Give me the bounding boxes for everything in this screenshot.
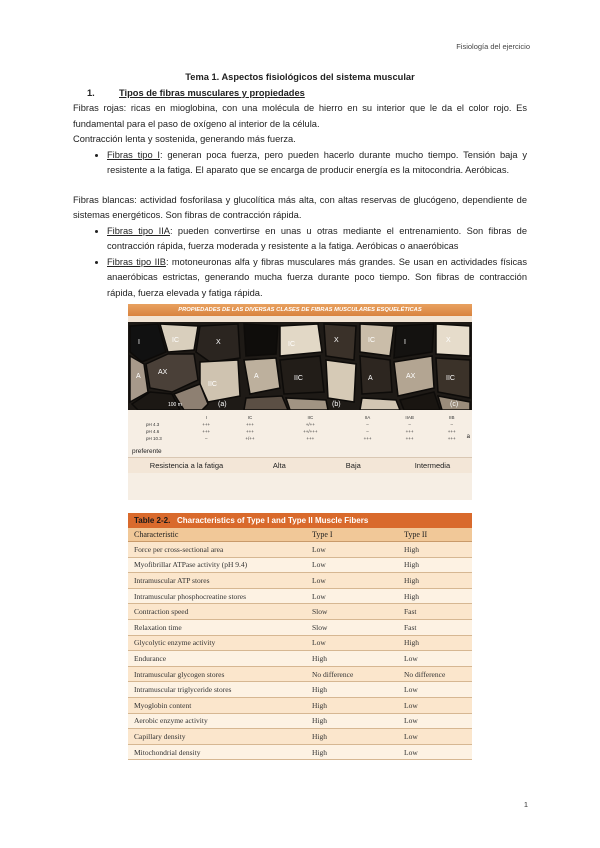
fiber-characteristics-table: [128, 513, 472, 760]
white-fibers-intro: Fibras blancas: actividad fosforilasa y glucolítica más alta, con altas reservas de glucógeno, dependiente de sistemas energéticos. Son fibras de contracción rápida.: [73, 194, 527, 220]
preferente-label: preferente: [132, 448, 162, 455]
table-row: [128, 604, 472, 620]
column-header: Type I: [306, 528, 398, 542]
table-cell: Fast: [398, 619, 472, 635]
table-cell: Myofibrillar ATPase activity (pH 9.4): [128, 557, 306, 573]
staining-table: [128, 414, 472, 442]
table-cell: High: [398, 573, 472, 589]
column-header: Type II: [398, 528, 472, 542]
list-item-type2a: [107, 224, 527, 255]
white-fibers-list: [73, 224, 527, 302]
table-cell: Low: [306, 573, 398, 589]
table-row: [128, 619, 472, 635]
table-row: [128, 573, 472, 589]
fatigue-value: Baja: [345, 461, 361, 470]
table-row: [128, 651, 472, 667]
table-cell: Force per cross-sectional area: [128, 542, 306, 558]
table-cell: Low: [306, 542, 398, 558]
table-cell: Relaxation time: [128, 619, 306, 635]
table-row: [128, 729, 472, 745]
micro-label: AX: [158, 369, 168, 376]
table-cell: Intramuscular phosphocreatine stores: [128, 588, 306, 604]
micro-label: IIC: [208, 381, 217, 388]
section-heading: [73, 86, 527, 102]
table-row: [128, 682, 472, 698]
figure-title: PROPIEDADES DE LAS DIVERSAS CLASES DE FIBRAS MUSCULARES ESQUELÉTICAS: [128, 304, 472, 316]
table-cell: Contraction speed: [128, 604, 306, 620]
table-cell: Low: [398, 682, 472, 698]
micro-label: X: [446, 337, 451, 344]
table-cell: Capillary density: [128, 729, 306, 745]
table-cell: High: [398, 635, 472, 651]
micro-label: IC: [368, 337, 375, 344]
micro-label: I: [138, 339, 140, 346]
table-cell: High: [306, 713, 398, 729]
mini-header: IIC: [307, 415, 314, 420]
table-cell: High: [398, 557, 472, 573]
micro-label: IC: [172, 337, 179, 344]
table-cell: High: [398, 588, 472, 604]
page-number: 1: [523, 800, 528, 809]
table-row: [128, 713, 472, 729]
micro-label: IIC: [294, 375, 303, 382]
table-label: Table 2-2.: [134, 516, 171, 525]
table-row: [128, 635, 472, 651]
micro-label: X: [216, 339, 221, 346]
mini-header: IC: [247, 415, 253, 420]
panel-label: (a): [218, 401, 227, 408]
table-cell: Slow: [306, 604, 398, 620]
type2b-text: : motoneuronas alfa y fibras musculares más grandes. Se usan en actividades físicas anaeróbicas estrictas, generando mucha fuerza durante poco tiempo. Son fibras de contracción rápida, fuerza elevada y fatiga rápida.: [107, 256, 527, 298]
table-cell: No difference: [306, 666, 398, 682]
type2a-text: : pueden convertirse en unas u otras mediante el entrenamiento. Son fibras de contracción rápida, fuerza moderada y resistente a la fatiga. Aeróbicas o anaeróbicas: [107, 225, 528, 251]
micro-label: IC: [288, 341, 295, 348]
fatigue-resistance-row: [128, 457, 472, 473]
table-cell: Low: [306, 557, 398, 573]
table-caption-row: [128, 513, 472, 528]
table-cell: Endurance: [128, 651, 306, 667]
table-cell: Glycolytic enzyme activity: [128, 635, 306, 651]
table-cell: Low: [398, 713, 472, 729]
micro-label: I: [404, 339, 406, 346]
mini-row: pH 10.3 – +/++ +++ +++ +++ +++: [146, 436, 456, 441]
table-cell: High: [398, 542, 472, 558]
red-fibers-intro: Fibras rojas: ricas en mioglobina, con una molécula de hierro en su interior que le da el color rojo. Es fundamental para el paso de oxígeno al interior de la célula.: [73, 103, 527, 129]
table-cell: Intramuscular ATP stores: [128, 573, 306, 589]
page-title: Tema 1. Aspectos fisiológicos del sistema muscular: [185, 72, 415, 82]
mini-header: IIB: [448, 415, 455, 420]
table-cell: Aerobic enzyme activity: [128, 713, 306, 729]
mini-header: IIAB: [405, 415, 414, 420]
micro-label: A: [136, 373, 141, 380]
table-cell: Slow: [306, 619, 398, 635]
table-cell: Low: [398, 651, 472, 667]
panel-label: (b): [332, 401, 341, 408]
table-title: Characteristics of Type I and Type II Muscle Fibers: [176, 516, 369, 525]
red-fibers-list: [73, 148, 527, 179]
mini-header: I: [205, 415, 207, 420]
table-cell: High: [306, 651, 398, 667]
table-cell: High: [306, 729, 398, 745]
mini-row: pH 4.6 +++ +++ ++/+++ – +++ +++: [146, 429, 456, 434]
type2a-label: Fibras tipo IIA: [107, 225, 170, 236]
column-header: Characteristic: [128, 528, 306, 542]
type1-label: Fibras tipo I: [107, 149, 160, 160]
table-row: [128, 666, 472, 682]
table-row: [128, 744, 472, 760]
micro-label: A: [254, 373, 259, 380]
list-item-type1: [107, 148, 527, 179]
document-body: [73, 70, 527, 301]
table-row: [128, 588, 472, 604]
table-cell: Low: [398, 744, 472, 760]
table-row: [128, 697, 472, 713]
fatigue-value: Alta: [272, 461, 286, 470]
micro-label: X: [334, 337, 339, 344]
table-cell: Low: [398, 697, 472, 713]
micrograph-image: [128, 322, 472, 410]
table-cell: Low: [306, 588, 398, 604]
table-cell: No difference: [398, 666, 472, 682]
panel-label: (c): [450, 401, 459, 408]
micro-label: IIC: [446, 375, 455, 382]
micro-label: AX: [406, 373, 416, 380]
scale-label: 100 m: [168, 402, 182, 408]
table-cell: Myoglobin content: [128, 697, 306, 713]
micro-label: A: [368, 375, 373, 382]
table-cell: Intramuscular glycogen stores: [128, 666, 306, 682]
table-cell: Mitochondrial density: [128, 744, 306, 760]
side-letter: a: [466, 434, 470, 440]
section-number: 1.: [87, 87, 95, 98]
type1-text: : generan poca fuerza, pero pueden hacerlo durante mucho tiempo. Tensión baja y resistente a la fatiga. El aparato que se encarga de producir energía es la mitocondria. Aeróbicas.: [107, 149, 527, 175]
page-header: Fisiología del ejercicio: [456, 42, 530, 51]
list-item-type2b: [107, 255, 527, 302]
table-cell: Low: [306, 635, 398, 651]
mini-header: IIA: [364, 415, 371, 420]
table-cell: High: [306, 682, 398, 698]
fatigue-resistance-label: Resistencia a la fatiga: [149, 461, 224, 470]
fatigue-value: Intermedia: [414, 461, 451, 470]
table-row: [128, 542, 472, 558]
section-heading-text: Tipos de fibras musculares y propiedades: [119, 87, 305, 98]
table-cell: Low: [398, 729, 472, 745]
mini-row: pH 4.3 +++ +++ +/++ – – –: [146, 422, 453, 427]
table-cell: High: [306, 697, 398, 713]
type2b-label: Fibras tipo IIB: [107, 256, 166, 267]
table-cell: High: [306, 744, 398, 760]
fiber-properties-figure: [128, 304, 472, 500]
table-header-row: [128, 528, 472, 542]
table-cell: Fast: [398, 604, 472, 620]
table-cell: Intramuscular triglyceride stores: [128, 682, 306, 698]
red-fibers-summary: Contracción lenta y sostenida, generando más fuerza.: [73, 134, 296, 144]
table-row: [128, 557, 472, 573]
